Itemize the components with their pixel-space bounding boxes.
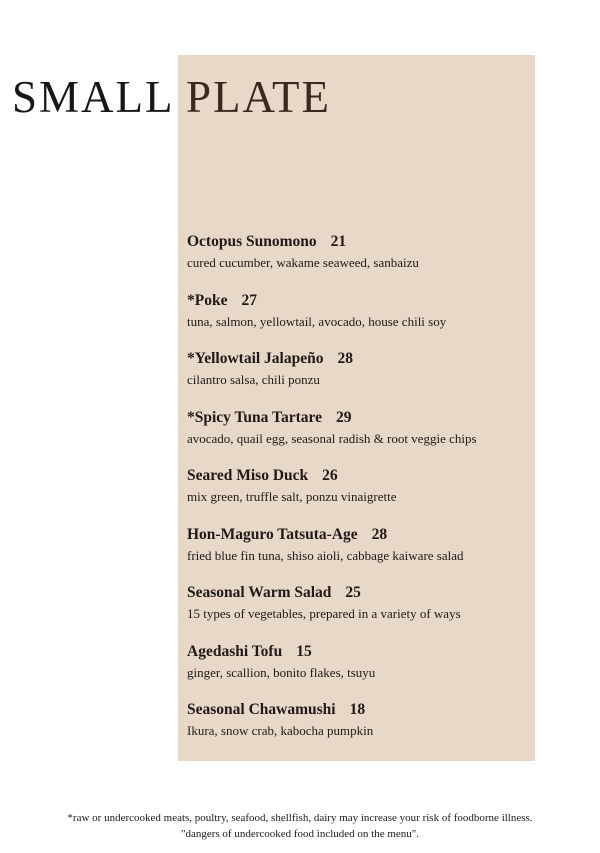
disclaimer-line-2: "dangers of undercooked food included on the menu". (180, 828, 420, 840)
menu-item-description: mix green, truffle salt, ponzu vinaigrette (187, 489, 397, 504)
menu-item-name: Seasonal Chawamushi (187, 701, 336, 718)
menu-item-header (187, 408, 532, 428)
menu-item-price: 15 (296, 642, 312, 660)
menu-item-name: Seasonal Warm Salad (187, 584, 332, 601)
menu-item-description: fried blue fin tuna, shiso aioli, cabbage kaiware salad (187, 547, 464, 563)
title-word-small: SMALL (12, 72, 175, 122)
page-title (12, 70, 331, 124)
menu-item-price: 25 (345, 584, 361, 601)
menu-item-description: avocado, quail egg, seasonal radish & root veggie chips (187, 430, 477, 446)
menu-item (187, 642, 532, 701)
menu-list (187, 232, 532, 759)
menu-item-name: *Spicy Tuna Tartare (187, 408, 322, 426)
menu-item-description: cilantro salsa, chili ponzu (187, 372, 320, 387)
menu-item-price: 28 (371, 525, 388, 543)
menu-item-name: *Poke (187, 291, 228, 309)
menu-item-description: Ikura, snow crab, kabocha pumpkin (187, 723, 374, 738)
menu-item-price: 21 (330, 233, 347, 250)
menu-item (187, 466, 532, 525)
menu-item-description: ginger, scallion, bonito flakes, tsuyu (187, 664, 376, 680)
menu-item (187, 349, 532, 408)
menu-item-header (187, 349, 532, 369)
menu-item-name: Agedashi Tofu (187, 642, 283, 660)
menu-item-price: 18 (349, 701, 366, 718)
menu-item (187, 700, 532, 759)
menu-item-name: Seared Miso Duck (187, 467, 309, 484)
menu-item-header (187, 700, 532, 720)
menu-item-name: *Yellowtail Jalapeño (187, 350, 324, 367)
menu-item-description: cured cucumber, wakame seaweed, sanbaizu (187, 255, 419, 270)
menu-item (187, 583, 532, 642)
footer-disclaimer (0, 810, 600, 842)
title-word-plate: PLATE (186, 72, 331, 122)
menu-item-header (187, 232, 532, 252)
menu-item-price: 27 (241, 291, 257, 309)
menu-item-header (187, 466, 532, 486)
menu-item-description: tuna, salmon, yellowtail, avocado, house chili soy (187, 313, 447, 329)
menu-item (187, 232, 532, 291)
menu-item (187, 408, 532, 467)
menu-item-header (187, 583, 532, 603)
disclaimer-line-1: *raw or undercooked meats, poultry, seafood, shellfish, dairy may increase your risk of foodborne illness. (67, 812, 533, 824)
menu-item (187, 525, 532, 584)
menu-item-description: 15 types of vegetables, prepared in a variety of ways (187, 606, 461, 621)
menu-item-name: Octopus Sunomono (187, 233, 317, 250)
menu-item-header (187, 642, 532, 662)
menu-item (187, 291, 532, 350)
menu-item-price: 26 (322, 467, 338, 484)
menu-item-header (187, 525, 532, 545)
menu-item-price: 28 (337, 350, 353, 367)
menu-item-price: 29 (335, 408, 352, 426)
menu-item-header (187, 291, 532, 311)
menu-item-name: Hon-Maguro Tatsuta-Age (187, 525, 358, 543)
